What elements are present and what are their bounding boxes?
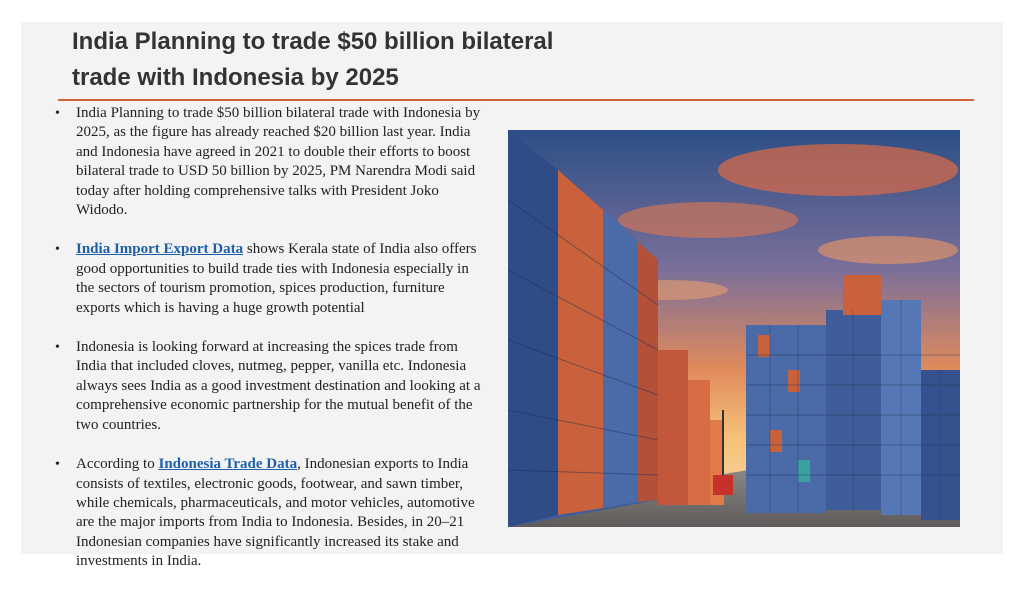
india-import-export-data-link[interactable]: India Import Export Data xyxy=(76,241,244,258)
slide-title xyxy=(72,24,692,96)
bullet-item-4 xyxy=(55,455,485,571)
container-yard-photo xyxy=(508,130,960,527)
indonesia-trade-data-link[interactable]: Indonesia Trade Data xyxy=(158,456,298,473)
bullet-icon: • xyxy=(55,457,60,473)
bullet-item-1 xyxy=(55,104,485,220)
bullet-text: shows Kerala state of India also offers good opportunities to build trade ties with Indonesia especially in the sectors of tourism promotion, spices production, furniture exports which is having a huge growth potential xyxy=(76,241,477,316)
bullet-item-2 xyxy=(55,240,485,318)
container-yard-illustration xyxy=(508,130,960,527)
bullet-list xyxy=(55,104,485,592)
bullet-icon: • xyxy=(55,242,60,258)
slide-title-line-2: trade with Indonesia by 2025 xyxy=(72,64,399,91)
bullet-icon: • xyxy=(55,340,60,356)
bullet-prefix: According to xyxy=(76,456,159,473)
bullet-text: , Indonesian exports to India consists of textiles, electronic goods, footwear, and sawn timber, while chemicals, pharmaceuticals, and motor vehicles, automotive are the major imports from India to Indonesia. Besides, in 20–21 Indonesian companies have significantly increased its stake and investments in India. xyxy=(76,456,475,570)
title-divider xyxy=(58,99,974,101)
bullet-text: Indonesia is looking forward at increasing the spices trade from India that included cloves, nutmeg, pepper, vanilla etc. Indonesia always sees India as a good investment destination and looking at a comprehensive economic partnership for the mutual benefit of the two countries. xyxy=(76,339,481,433)
slide-title-line-1: India Planning to trade $50 billion bilateral xyxy=(72,28,554,55)
bullet-item-3 xyxy=(55,338,485,435)
bullet-text: India Planning to trade $50 billion bilateral trade with Indonesia by 2025, as the figure has already reached $20 billion last year. India and Indonesia have agreed in 2021 to double their efforts to boost bilateral trade to USD 50 billion by 2025, PM Narendra Modi said today after holding comprehensive talks with President Joko Widodo. xyxy=(76,105,481,219)
bullet-icon: • xyxy=(55,106,60,121)
